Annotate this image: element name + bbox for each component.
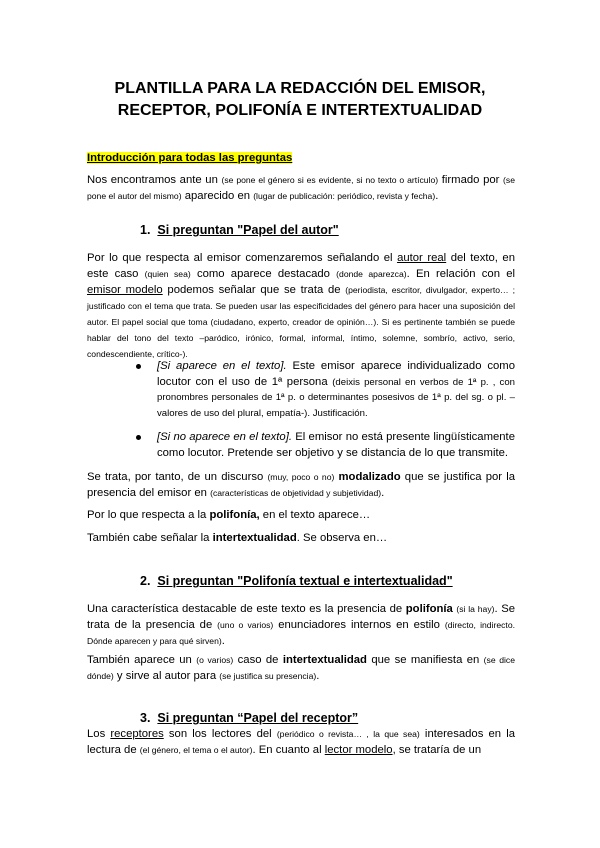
section1-paragraph4: También cabe señalar la intertextualidad. Se observa en…: [87, 532, 388, 544]
document-title-line1: PLANTILLA PARA LA REDACCIÓN DEL EMISOR,: [114, 80, 486, 97]
section2-heading: 2. Si preguntan "Polifonía textual e intertextualidad": [140, 574, 453, 588]
intro-paragraph: Nos encontramos ante un (se pone el género si es evidente, si no texto o artículo) firmado por (se pone el autor del mismo) aparecido en (lugar de publicación: periódico, revista y fecha).: [87, 174, 515, 202]
section3-heading: 3. Si preguntan “Papel del receptor”: [140, 711, 359, 725]
section2-paragraph2: También aparece un (o varios) caso de intertextualidad que se manifiesta en (se dice dónde) y sirve al autor para (se justifica su presencia).: [87, 654, 515, 682]
bullet-dot-icon: [136, 364, 141, 369]
bullet-dot-icon: [136, 435, 141, 440]
section1-paragraph3: Por lo que respecta a la polifonía, en el texto aparece…: [87, 509, 371, 521]
section1-bullet-present: [Si aparece en el texto]. Este emisor aparece individualizado como locutor con el uso de 1ª persona (deixis personal en verbos de 1ª p. , con pronombres personales de 1ª p. o determinantes posesivos de 1ª p. del sg. o pl. – valores de uso del plural, empatía-). Justificación.: [157, 359, 515, 421]
section3-paragraph1: Los receptores son los lectores del (periódico o revista… , la que sea) interesados en la lectura de (el género, el tema o el autor). En cuanto al lector modelo, se trataría de un: [87, 728, 516, 756]
section1-paragraph2: Se trata, por tanto, de un discurso (muy, poco o no) modalizado que se justifica por la presencia del emisor en (características de objetividad y subjetividad).: [87, 471, 515, 499]
section2-paragraph1: Una característica destacable de este texto es la presencia de polifonía (si la hay). Se trata de la presencia de (uno o varios) enunciadores internos en estilo (directo, indirecto. Dónde aparecen y para qué sirven).: [87, 603, 516, 647]
document-title-line2: RECEPTOR, POLIFONÍA E INTERTEXTUALIDAD: [117, 102, 483, 119]
section1-bullet-absent: [Si no aparece en el texto]. El emisor no está presente lingüísticamente como locutor. Pretende ser objetivo y se distancia de lo que transmite.: [157, 430, 515, 461]
section1-heading: 1. Si preguntan "Papel del autor": [140, 223, 339, 237]
section1-paragraph1: Por lo que respecta al emisor comenzaremos señalando el autor real del texto, en este caso (quien sea) como aparece destacado (donde aparezca). En relación con el emisor modelo podemos señalar que se trata de (periodista, escritor, divulgador, experto… ; justificado con el tema que trata. Se pueden usar las especificidades del género para hacer una suposición del autor. El papel social que toma (ciudadano, experto, creador de opinión…). Si es pertinente también se puede hablar del tono del texto –paródico, irónico, formal, informal, íntimo, solemne, sombrío, activo, serio, condescendiente, crítico-).: [87, 252, 515, 359]
intro-heading: Introducción para todas las preguntas: [87, 152, 293, 164]
intro-heading-block: [87, 150, 515, 166]
